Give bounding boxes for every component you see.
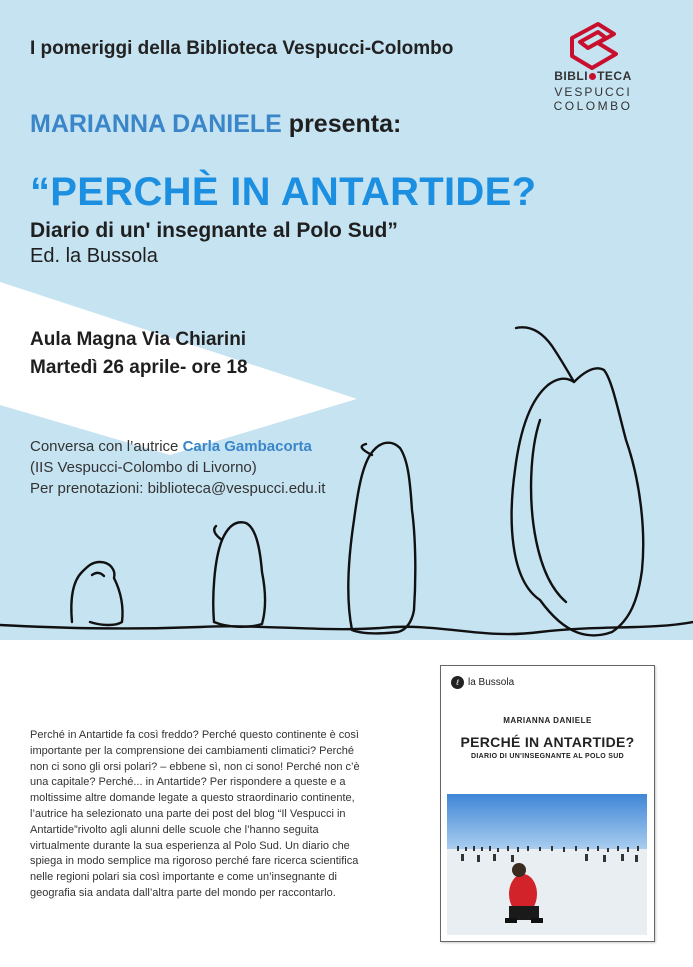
cover-publisher-name: la Bussola <box>468 677 515 688</box>
event-date: Martedì 26 aprile- ore 18 <box>30 357 248 378</box>
red-dot-icon <box>589 73 596 80</box>
library-badge <box>528 8 658 160</box>
book-title: “PERCHÈ IN ANTARTIDE? <box>30 170 537 214</box>
cover-author: MARIANNA DANIELE <box>503 716 592 725</box>
book-subtitle: Diario di un' insegnante al Polo Sud” <box>30 219 398 242</box>
book-cover <box>440 665 655 942</box>
badge-line-2: VESPUCCI <box>554 85 632 99</box>
event-venue: Aula Magna Via Chiarini <box>30 329 247 350</box>
guest-name: Carla Gambacorta <box>182 438 312 455</box>
badge-line-1 <box>528 69 658 83</box>
cover-title: PERCHÉ IN ANTARTIDE? <box>460 734 635 750</box>
badge-line-1a: BIBLI <box>554 69 589 83</box>
cover-photo <box>447 794 647 935</box>
badge-line-3: COLOMBO <box>553 99 633 113</box>
cover-subtitle: DIARIO DI UN'INSEGNANTE AL POLO SUD <box>471 753 624 760</box>
cover-publisher <box>451 676 514 689</box>
presenter-line <box>30 110 401 139</box>
publisher-logo-icon: ℓ <box>451 676 464 689</box>
conversation-prefix: Conversa con l’autrice <box>30 438 179 455</box>
booking-contact[interactable]: Per prenotazioni: biblioteca@vespucci.edu.it <box>30 480 326 497</box>
presenter-name: MARIANNA DANIELE <box>30 110 282 138</box>
guest-affiliation: (IIS Vespucci-Colombo di Livorno) <box>30 459 257 476</box>
event-series: I pomeriggi della Biblioteca Vespucci-Colombo <box>30 38 454 59</box>
conversation-line <box>30 438 312 455</box>
badge-shape <box>528 8 658 160</box>
badge-line-1b: TECA <box>597 69 632 83</box>
book-description: Perché in Antartide fa così freddo? Perché questo continente è così importante per la comprensione dei cambiamenti climatici? Perché non ci sono gli orsi polari? – ebbene sì, non ci sono! Perché non c’è una capitale? Perché... in Antartide? Per rispondere a queste e a moltissime altre domande legate a questo straordinario continente, l’autrice ha selezionato una parte dei post del blog “Il Vespucci in Antartide”rivolto agli alunni delle scuole che l’hanno seguita virtualmente durante la sua esperienza al Polo Sud. Un diario che spiega in modo semplice ma rigoroso perché fare ricerca scientifica nelle regioni polari sia così importante e come un’insegnante di geografia sia andata dall’altra parte del mondo per raccontarlo. <box>30 729 360 899</box>
book-publisher: Ed. la Bussola <box>30 245 158 267</box>
presenter-verb: presenta: <box>288 110 402 138</box>
